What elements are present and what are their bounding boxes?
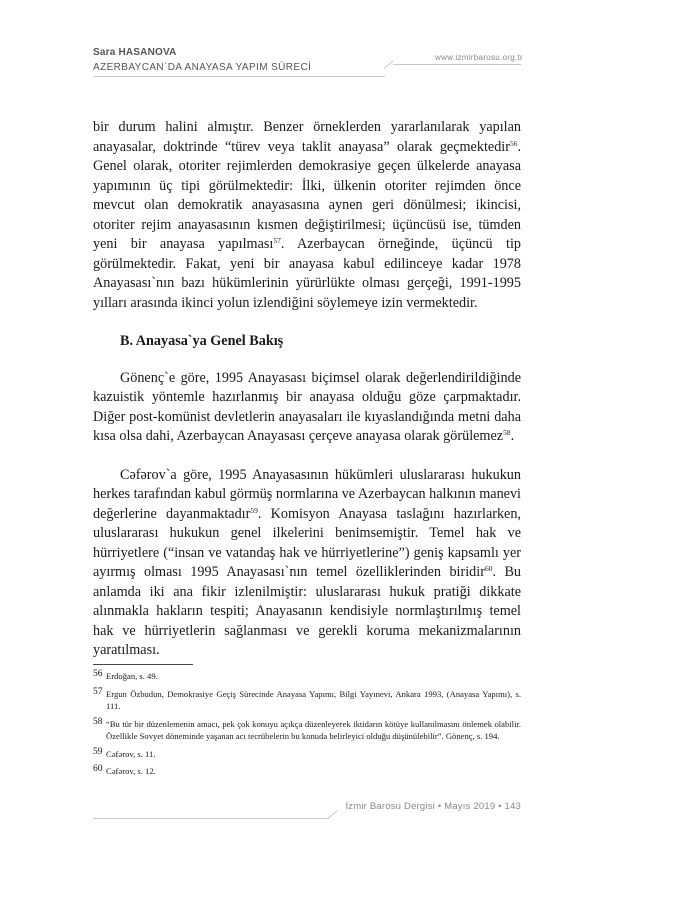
header-title: AZERBAYCAN`DA ANAYASA YAPIM SÜRECİ xyxy=(93,62,312,73)
paragraph-gap xyxy=(93,447,521,466)
footnote-56 xyxy=(93,670,521,683)
footnote-text: Cəfərov, s. 11. xyxy=(106,748,156,759)
footnote-ref-59[interactable]: 59 xyxy=(250,505,258,515)
footer-separator: • xyxy=(498,801,502,812)
footer-rule-left xyxy=(93,818,329,819)
footnote-ref-60[interactable]: 60 xyxy=(484,564,493,573)
section-heading: B. Anayasa`ya Genel Bakış xyxy=(120,333,284,349)
header-rule-right xyxy=(393,64,521,65)
footnote-number: 59 xyxy=(93,746,103,757)
footnote-60 xyxy=(93,765,521,778)
footnote-number: 56 xyxy=(93,669,103,679)
footnote-ref-57[interactable]: 57 xyxy=(273,236,281,245)
footnote-number: 58 xyxy=(93,716,103,727)
header-url: www.izmirbarosu.org.tr xyxy=(435,53,523,62)
paragraph-1: bir durum halini almıştır. Benzer örneklerden yararlanılarak yapılan anayasalar, doktrinde “türev veya taklit anayasa” olarak geçmektedir$^{56}$. Genel olarak, otoriter rejimlerden demokrasiye geçen ülkelerde anayasa yapımının üç tipi görülmektedir: İlki, ülkenin otoriter rejimden önce mevcut olan demokratik anayasasına aynen geri dönülmesi; ikincisi, otoriter rejim anayasasının kısmen değiştirilmesi; üçüncüsü ise, tümden yeni bir anayasa yapılması$^{57}$. Azerbaycan örneğinde, üçüncü tip görülmektedir. Fakat, yeni bir anayasa kabul edilinceye kadar 1978 Anayasası`nın bazı hükümlerinin yürürlükte olması gerçeği, 1991-1995 yılları arasında ikinci yolun izlendiğini söylemeye izin vermektedir. xyxy=(93,119,521,311)
footnote-number: 57 xyxy=(93,686,103,697)
footer-separator: • xyxy=(437,801,442,812)
footnote-text: Erdoğan, s. 49. xyxy=(106,671,158,681)
footnote-ref-58[interactable]: 58 xyxy=(503,428,511,437)
footnote-text: “Bu tür bir düzenlemenin amacı, pek çok konuyu açıkça düzenleyerek iktidarın kötüye kullanılmasını önlemek olabilir. Özellikle Sovyet döneminde yaşanan acı tecrübelerin bu konuda belirleyici olduğu düşünülebilir”. Gönenç, s. 194. xyxy=(106,718,521,741)
paragraph-2: Gönenç`e göre, 1995 Anayasası biçimsel olarak değerlendirildiğinde kazuistik yöntemle hazırlanmış bir anayasa olduğu göze çarpmaktadır. Diğer post-komünist devletlerin anayasaları ile kıyaslandığında metni daha kısa olsa dahi, Azerbaycan Anayasası çerçeve anayasa olarak görülemez$^{58}$. xyxy=(93,369,521,444)
footer-journal: İzmir Barosu Dergisi xyxy=(345,801,435,812)
footnote-57 xyxy=(93,688,521,713)
page-number: 143 xyxy=(504,801,521,812)
footer-date: Mayıs 2019 xyxy=(444,801,496,812)
footnote-text: Ergun Özbudun, Demokrasiye Geçiş Sürecinde Anayasa Yapımı, Bilgi Yayınevi, Ankara 1993, (Anayasa Yapımı), s. 111. xyxy=(106,688,521,711)
paragraph-3: Cəfərov`a göre, 1995 Anayasasının hükümleri uluslararası hukukun herkes tarafından kabul görmüş normlarına ve Azerbaycan halkının manevi değerlerine dayanmaktadır$^{59}$. Komisyon Anayasa taslağını hazırlarken, uluslararası hukukun genel ilkelerini benimsemiştir. Temel hak ve hürriyetlere (“insan ve vatandaş hak ve hürriyetlerine”) geniş kapsamlı yer ayırmış olması 1995 Anayasası`nın temel özelliklerinden biridir$^{60}$. Bu anlamda iki ana fikir izlenilmiştir: uluslararası hukuk pratiği dikkate alınmakla hakların tespiti; Anayasanın kendisiyle normlaştırılmış temel hak ve hürriyetlerin sağlanması ve gerekli koruma mekanizmalarının yaratılması. xyxy=(93,466,521,658)
footnote-number: 60 xyxy=(93,764,103,774)
footer xyxy=(300,801,521,812)
header-rule-left xyxy=(93,76,385,77)
footnote-58 xyxy=(93,718,521,743)
body-text xyxy=(93,118,521,661)
header-author: Sara HASANOVA xyxy=(93,47,177,58)
footnotes xyxy=(93,670,521,783)
footnote-ref-56[interactable]: 56 xyxy=(509,138,518,148)
footnote-separator xyxy=(93,664,193,665)
footnote-text: Cəfərov, s. 12. xyxy=(106,766,156,776)
footnote-59 xyxy=(93,748,521,761)
